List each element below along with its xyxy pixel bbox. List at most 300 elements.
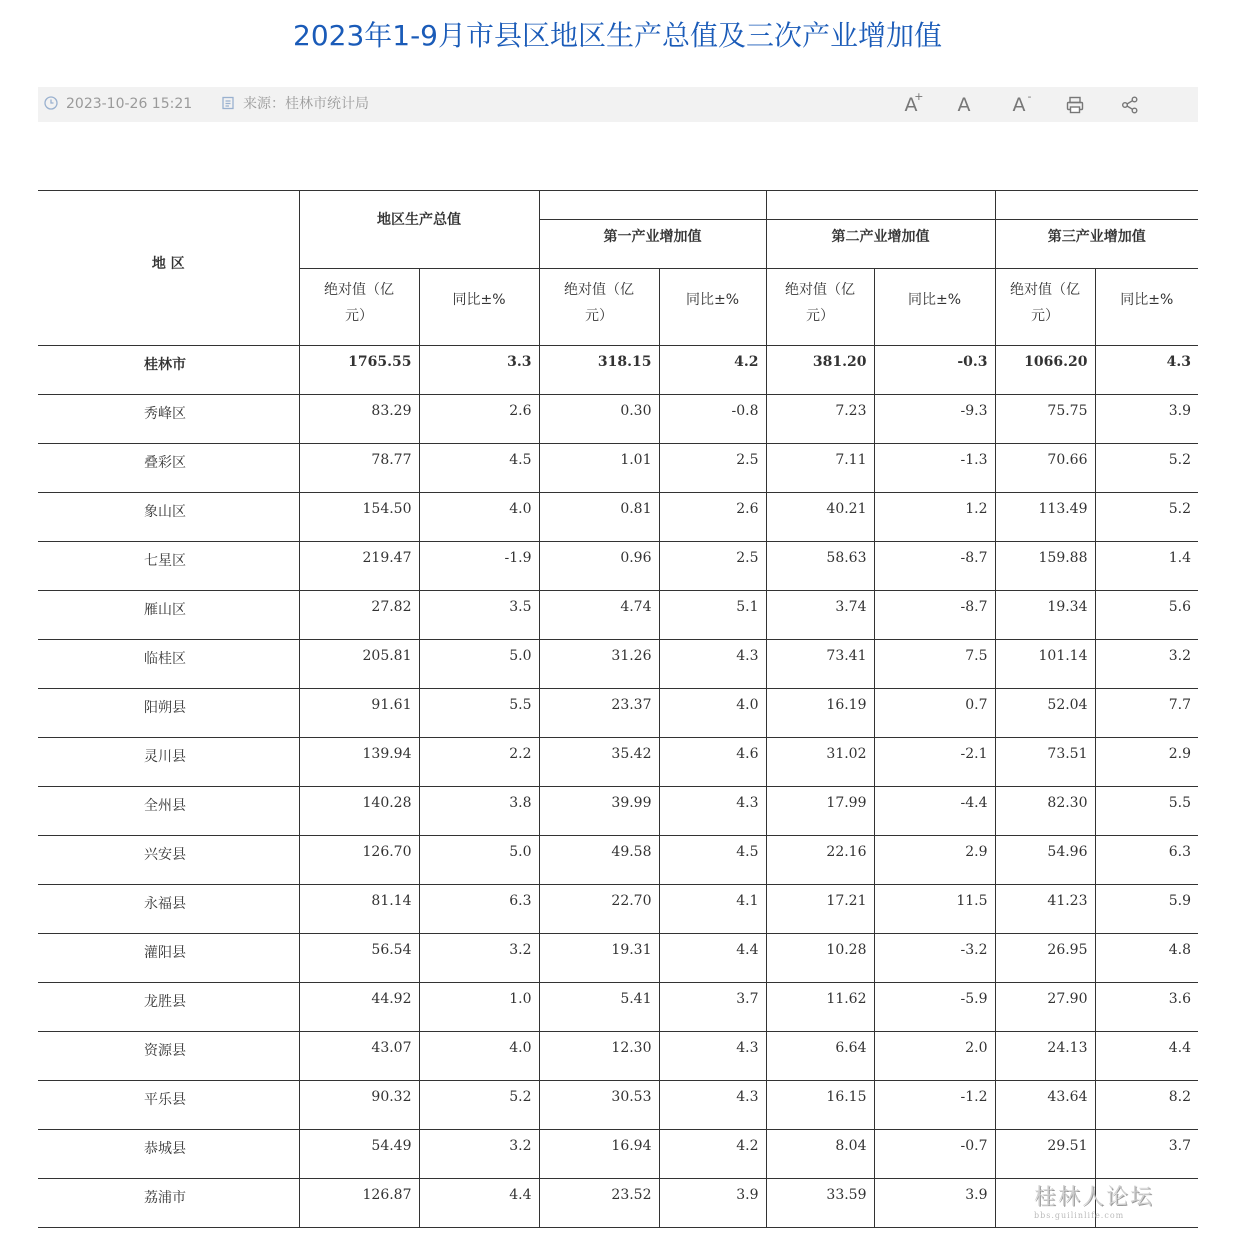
- value-cell: [299, 640, 419, 689]
- value-cell: [299, 1081, 419, 1130]
- value-cell: [299, 787, 419, 836]
- cell-value: 381.20: [812, 354, 867, 370]
- value-cell: [766, 1179, 874, 1228]
- primary-abs-header: 绝对值（亿 元）: [539, 269, 659, 346]
- value-cell: [874, 444, 995, 493]
- cell-value: 16.15: [826, 1089, 867, 1105]
- value-cell: [766, 395, 874, 444]
- cell-value: 0.30: [620, 403, 652, 419]
- cell-value: 6.3: [509, 893, 532, 909]
- cell-value: 5.2: [1168, 501, 1191, 517]
- table-row: [38, 1032, 1198, 1081]
- cell-value: 3.7: [736, 991, 759, 1007]
- region-name: 恭城县: [144, 1141, 186, 1157]
- value-cell: [419, 885, 539, 934]
- region-name: 资源县: [144, 1043, 186, 1059]
- cell-value: 27.90: [1047, 991, 1088, 1007]
- cell-value: 4.0: [509, 501, 532, 517]
- cell-value: 19.34: [1047, 599, 1088, 615]
- value-cell: [995, 1032, 1095, 1081]
- value-cell: [1095, 1081, 1198, 1130]
- cell-value: 4.74: [620, 599, 652, 615]
- cell-value: 6.3: [1168, 844, 1191, 860]
- cell-value: 205.81: [362, 648, 412, 664]
- cell-value: 52.04: [1047, 697, 1088, 713]
- value-cell: [299, 542, 419, 591]
- cell-value: -0.7: [960, 1138, 988, 1154]
- region-cell: [38, 346, 299, 395]
- value-cell: [874, 738, 995, 787]
- value-cell: [995, 1081, 1095, 1130]
- cell-value: 4.2: [734, 354, 759, 370]
- print-button[interactable]: [1062, 92, 1088, 118]
- page-title: 2023年1-9月市县区地区生产总值及三次产业增加值: [293, 19, 942, 52]
- font-default-button[interactable]: [951, 92, 977, 118]
- value-cell: [659, 591, 766, 640]
- cell-value: 58.63: [826, 550, 867, 566]
- cell-value: 83.29: [371, 403, 412, 419]
- value-cell: [1095, 542, 1198, 591]
- value-cell: [995, 542, 1095, 591]
- value-cell: [659, 738, 766, 787]
- value-cell: [1095, 689, 1198, 738]
- tertiary-yoy-header: 同比±%: [1095, 269, 1198, 346]
- value-cell: [419, 1081, 539, 1130]
- region-name: 阳朔县: [144, 700, 186, 716]
- region-cell: [38, 542, 299, 591]
- value-cell: [995, 738, 1095, 787]
- region-cell: [38, 689, 299, 738]
- region-name: 灵川县: [144, 749, 186, 765]
- region-cell: [38, 1179, 299, 1228]
- cell-value: 54.49: [371, 1138, 412, 1154]
- value-cell: [299, 885, 419, 934]
- value-cell: [766, 591, 874, 640]
- value-cell: [539, 885, 659, 934]
- value-cell: [419, 493, 539, 542]
- value-cell: [995, 493, 1095, 542]
- value-cell: [659, 1179, 766, 1228]
- value-cell: [1095, 1130, 1198, 1179]
- cell-value: 113.49: [1038, 501, 1088, 517]
- value-cell: [539, 444, 659, 493]
- region-name: 灌阳县: [144, 945, 186, 961]
- cell-value: 17.21: [826, 893, 867, 909]
- value-cell: [539, 1179, 659, 1228]
- table-row: [38, 542, 1198, 591]
- cell-value: 78.77: [371, 452, 412, 468]
- value-cell: [539, 738, 659, 787]
- table-body: [38, 346, 1198, 1228]
- gdp-yoy-header: 同比±%: [419, 269, 539, 346]
- cell-value: 2.5: [736, 550, 759, 566]
- secondary-yoy-header: 同比±%: [874, 269, 995, 346]
- value-cell: [766, 738, 874, 787]
- primary-yoy-header: 同比±%: [659, 269, 766, 346]
- value-cell: [299, 983, 419, 1032]
- value-cell: [995, 640, 1095, 689]
- value-cell: [419, 934, 539, 983]
- cell-value: -4.4: [960, 795, 988, 811]
- tertiary-group-header: [995, 191, 1198, 269]
- cell-value: -1.3: [960, 452, 988, 468]
- cell-value: 5.9: [1168, 893, 1191, 909]
- cell-value: 3.9: [736, 1187, 759, 1203]
- cell-value: 22.16: [826, 844, 867, 860]
- table-row: [38, 689, 1198, 738]
- region-cell: [38, 1081, 299, 1130]
- value-cell: [995, 934, 1095, 983]
- region-cell: [38, 1032, 299, 1081]
- value-cell: [1095, 395, 1198, 444]
- value-cell: [766, 934, 874, 983]
- value-cell: [995, 346, 1095, 395]
- value-cell: [659, 836, 766, 885]
- cell-value: 30.53: [611, 1089, 652, 1105]
- value-cell: [1095, 493, 1198, 542]
- cell-value: 139.94: [362, 746, 412, 762]
- value-cell: [299, 1032, 419, 1081]
- cell-value: 4.3: [1166, 354, 1191, 370]
- value-cell: [1095, 885, 1198, 934]
- cell-value: 3.2: [1168, 648, 1191, 664]
- font-increase-button[interactable]: [898, 92, 924, 118]
- cell-value: 8.2: [1168, 1089, 1191, 1105]
- cell-value: 43.07: [371, 1040, 412, 1056]
- share-button[interactable]: [1117, 92, 1143, 118]
- secondary-abs-header: 绝对值（亿 元）: [766, 269, 874, 346]
- cell-value: 2.6: [736, 501, 759, 517]
- cell-value: 140.28: [362, 795, 412, 811]
- cell-value: 1765.55: [348, 354, 412, 370]
- cell-value: 3.3: [507, 354, 532, 370]
- cell-value: 3.74: [835, 599, 867, 615]
- value-cell: [1095, 346, 1198, 395]
- cell-value: 3.7: [1168, 1138, 1191, 1154]
- value-cell: [659, 787, 766, 836]
- cell-value: 49.58: [611, 844, 652, 860]
- cell-value: 2.5: [736, 452, 759, 468]
- value-cell: [419, 787, 539, 836]
- cell-value: 7.7: [1168, 697, 1191, 713]
- value-cell: [874, 1130, 995, 1179]
- document-icon: [221, 96, 235, 110]
- region-name: 临桂区: [144, 651, 186, 667]
- cell-value: 7.23: [835, 403, 867, 419]
- cell-value: 5.2: [1168, 452, 1191, 468]
- value-cell: [299, 1130, 419, 1179]
- cell-value: 73.41: [826, 648, 867, 664]
- cell-value: 23.52: [611, 1187, 652, 1203]
- cell-value: -0.8: [731, 403, 759, 419]
- value-cell: [995, 1130, 1095, 1179]
- value-cell: [766, 1032, 874, 1081]
- value-cell: [419, 591, 539, 640]
- cell-value: -0.3: [957, 354, 988, 370]
- cell-value: 4.3: [736, 795, 759, 811]
- cell-value: 1.0: [509, 991, 532, 1007]
- table-row: [38, 738, 1198, 787]
- region-cell: [38, 738, 299, 787]
- value-cell: [419, 836, 539, 885]
- value-cell: [874, 885, 995, 934]
- value-cell: [659, 983, 766, 1032]
- cell-value: 75.75: [1047, 403, 1088, 419]
- cell-value: 5.0: [509, 844, 532, 860]
- primary-group-label: 第一产业增加值: [603, 229, 702, 245]
- cell-value: 70.66: [1047, 452, 1088, 468]
- value-cell: [419, 640, 539, 689]
- value-cell: [299, 346, 419, 395]
- value-cell: [1095, 983, 1198, 1032]
- value-cell: [539, 1130, 659, 1179]
- region-name: 兴安县: [144, 847, 186, 863]
- value-cell: [766, 640, 874, 689]
- cell-value: 4.4: [1168, 1040, 1191, 1056]
- publish-time-text: 2023-10-26 15:21: [66, 96, 193, 112]
- value-cell: [539, 934, 659, 983]
- cell-value: 4.0: [736, 697, 759, 713]
- value-cell: [539, 591, 659, 640]
- tertiary-abs-header: 绝对值（亿 元）: [995, 269, 1095, 346]
- value-cell: [766, 542, 874, 591]
- table-row: [38, 1081, 1198, 1130]
- value-cell: [766, 1130, 874, 1179]
- value-cell: [539, 1032, 659, 1081]
- value-cell: [1095, 444, 1198, 493]
- region-cell: [38, 444, 299, 493]
- cell-value: 10.28: [826, 942, 867, 958]
- secondary-group-label: 第二产业增加值: [831, 229, 930, 245]
- value-cell: [874, 493, 995, 542]
- cell-value: 12.30: [611, 1040, 652, 1056]
- region-name: 叠彩区: [144, 455, 186, 471]
- value-cell: [874, 640, 995, 689]
- value-cell: [766, 787, 874, 836]
- cell-value: 17.99: [826, 795, 867, 811]
- cell-value: 16.94: [611, 1138, 652, 1154]
- cell-value: 7.11: [835, 452, 867, 468]
- cell-value: 4.0: [509, 1040, 532, 1056]
- publish-time: [44, 87, 192, 122]
- value-cell: [539, 346, 659, 395]
- print-icon: [1065, 95, 1085, 115]
- table-row-total: [38, 346, 1198, 395]
- cell-value: 4.4: [509, 1187, 532, 1203]
- cell-value: 16.19: [826, 697, 867, 713]
- cell-value: 4.3: [736, 648, 759, 664]
- share-icon: [1120, 95, 1140, 115]
- value-cell: [539, 689, 659, 738]
- cell-value: 2.9: [965, 844, 988, 860]
- cell-value: 41.23: [1047, 893, 1088, 909]
- cell-value: 4.5: [509, 452, 532, 468]
- source: [221, 87, 369, 122]
- value-cell: [995, 444, 1095, 493]
- region-cell: [38, 885, 299, 934]
- gdp-group-label: 地区生产总值: [377, 212, 461, 228]
- value-cell: [659, 346, 766, 395]
- cell-value: 126.87: [362, 1187, 412, 1203]
- value-cell: [539, 787, 659, 836]
- value-cell: [766, 444, 874, 493]
- value-cell: [299, 1179, 419, 1228]
- region-name: 全州县: [144, 798, 186, 814]
- cell-value: 29.51: [1047, 1138, 1088, 1154]
- value-cell: [299, 395, 419, 444]
- cell-value: 4.1: [736, 893, 759, 909]
- cell-value: 35.42: [611, 746, 652, 762]
- cell-value: 39.99: [611, 795, 652, 811]
- cell-value: 3.6: [1168, 991, 1191, 1007]
- region-name: 平乐县: [144, 1092, 186, 1108]
- cell-value: -8.7: [960, 550, 988, 566]
- cell-value: 81.14: [371, 893, 412, 909]
- cell-value: 1.01: [620, 452, 652, 468]
- value-cell: [1095, 1032, 1198, 1081]
- region-cell: [38, 787, 299, 836]
- cell-value: 73.51: [1047, 746, 1088, 762]
- region-name: 秀峰区: [144, 406, 186, 422]
- cell-value: 82.30: [1047, 795, 1088, 811]
- cell-value: 3.9: [1168, 403, 1191, 419]
- value-cell: [419, 395, 539, 444]
- value-cell: [299, 444, 419, 493]
- table-row: [38, 885, 1198, 934]
- value-cell: [1095, 836, 1198, 885]
- cell-value: 2.9: [1168, 746, 1191, 762]
- table-row: [38, 1130, 1198, 1179]
- value-cell: [419, 1179, 539, 1228]
- value-cell: [419, 1032, 539, 1081]
- cell-value: -1.2: [960, 1089, 988, 1105]
- secondary-group-header: [766, 191, 995, 269]
- cell-value: 5.2: [509, 1089, 532, 1105]
- value-cell: [874, 787, 995, 836]
- value-cell: [766, 493, 874, 542]
- cell-value: 40.21: [826, 501, 867, 517]
- cell-value: 101.14: [1038, 648, 1088, 664]
- cell-value: -8.7: [960, 599, 988, 615]
- gdp-abs-header: 绝对值（亿 元）: [299, 269, 419, 346]
- cell-value: 5.5: [509, 697, 532, 713]
- region-name: 象山区: [144, 504, 186, 520]
- value-cell: [659, 444, 766, 493]
- value-cell: [874, 1081, 995, 1130]
- value-cell: [874, 346, 995, 395]
- cell-value: 5.6: [1168, 599, 1191, 615]
- cell-value: 4.4: [736, 942, 759, 958]
- table-row: [38, 493, 1198, 542]
- cell-value: -9.3: [960, 403, 988, 419]
- cell-value: 4.5: [736, 844, 759, 860]
- value-cell: [419, 1130, 539, 1179]
- value-cell: [874, 542, 995, 591]
- value-cell: [659, 542, 766, 591]
- cell-value: -5.9: [960, 991, 988, 1007]
- cell-value: 5.41: [620, 991, 652, 1007]
- value-cell: [299, 738, 419, 787]
- region-cell: [38, 395, 299, 444]
- value-cell: [659, 934, 766, 983]
- font-decrease-button[interactable]: [1006, 92, 1032, 118]
- table-row: [38, 934, 1198, 983]
- value-cell: [659, 1081, 766, 1130]
- region-cell: [38, 934, 299, 983]
- value-cell: [995, 591, 1095, 640]
- value-cell: [539, 395, 659, 444]
- value-cell: [995, 689, 1095, 738]
- cell-value: -1.9: [504, 550, 532, 566]
- value-cell: [874, 591, 995, 640]
- value-cell: [539, 836, 659, 885]
- value-cell: [419, 689, 539, 738]
- value-cell: [874, 836, 995, 885]
- table-row: [38, 444, 1198, 493]
- cell-value: 3.9: [965, 1187, 988, 1203]
- value-cell: [766, 836, 874, 885]
- value-cell: [539, 640, 659, 689]
- region-cell: [38, 591, 299, 640]
- cell-value: 154.50: [362, 501, 412, 517]
- cell-value: 26.95: [1047, 942, 1088, 958]
- watermark: 桂林人论坛 bbs.guilinlife.com: [1034, 1185, 1155, 1220]
- cell-value: 24.13: [1047, 1040, 1088, 1056]
- table-row: [38, 983, 1198, 1032]
- cell-value: 6.64: [835, 1040, 867, 1056]
- region-name: 七星区: [144, 553, 186, 569]
- cell-value: 22.70: [611, 893, 652, 909]
- primary-group-header: [539, 191, 766, 269]
- value-cell: [299, 689, 419, 738]
- cell-value: 2.2: [509, 746, 532, 762]
- value-cell: [659, 1130, 766, 1179]
- value-cell: [539, 542, 659, 591]
- value-cell: [659, 885, 766, 934]
- table-row: [38, 1179, 1198, 1228]
- value-cell: [419, 346, 539, 395]
- value-cell: [766, 885, 874, 934]
- value-cell: [995, 787, 1095, 836]
- article-meta-bar: [38, 87, 1198, 122]
- cell-value: 43.64: [1047, 1089, 1088, 1105]
- value-cell: [659, 1032, 766, 1081]
- cell-value: 2.0: [965, 1040, 988, 1056]
- cell-value: 5.1: [736, 599, 759, 615]
- cell-value: 0.96: [620, 550, 652, 566]
- source-text: 来源：桂林市统计局: [243, 96, 369, 112]
- region-name: 荔浦市: [144, 1190, 186, 1206]
- cell-value: 1.4: [1168, 550, 1191, 566]
- value-cell: [419, 542, 539, 591]
- cell-value: 11.62: [826, 991, 867, 1007]
- cell-value: 56.54: [371, 942, 412, 958]
- value-cell: [1095, 934, 1198, 983]
- cell-value: -3.2: [960, 942, 988, 958]
- cell-value: 2.6: [509, 403, 532, 419]
- value-cell: [539, 493, 659, 542]
- table-row: [38, 395, 1198, 444]
- gdp-table: [38, 190, 1198, 1228]
- cell-value: 4.3: [736, 1040, 759, 1056]
- value-cell: [1095, 640, 1198, 689]
- cell-value: 8.04: [835, 1138, 867, 1154]
- cell-value: 44.92: [371, 991, 412, 1007]
- font-increase-icon: A +: [904, 90, 924, 116]
- value-cell: [299, 591, 419, 640]
- value-cell: [1095, 738, 1198, 787]
- table-row: [38, 591, 1198, 640]
